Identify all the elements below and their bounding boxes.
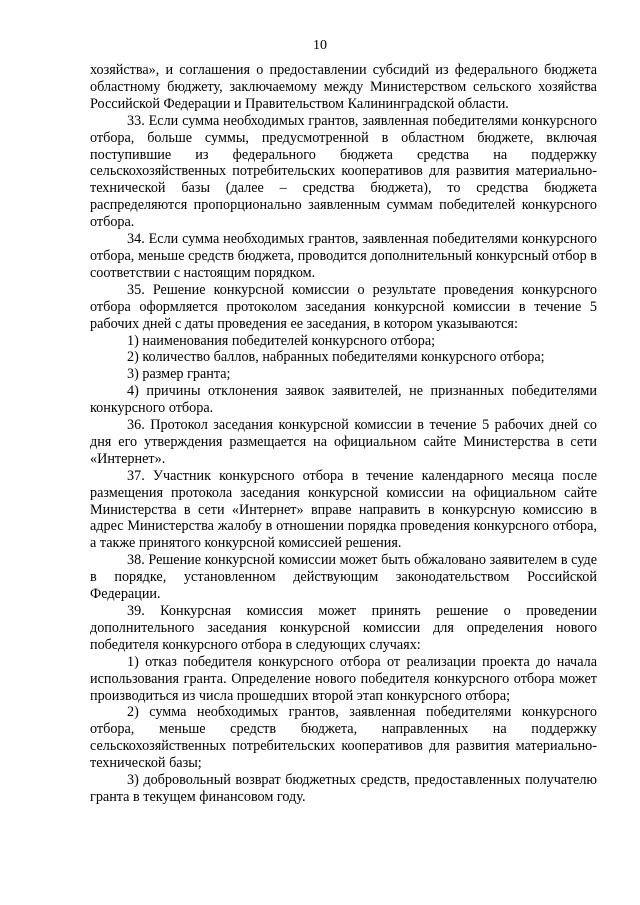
paragraph-39: 39. Конкурсная комиссия может принять решение о проведении дополнительного заседания конкурсной комиссии для определения нового победителя конкурсного отбора в следующих случаях: — [90, 603, 597, 653]
list-item-39-2: 2) сумма необходимых грантов, заявленная победителями конкурсного отбора, меньше средств бюджета, направленных на поддержку сельскохозяйственных потребительских кооперативов для развития материально-технической базы; — [90, 704, 597, 772]
list-item-35-3: 3) размер гранта; — [127, 366, 231, 383]
paragraph-38: 38. Решение конкурсной комиссии может быть обжаловано заявителем в суде в порядке, установленном действующим законодательством Российской Федерации. — [90, 552, 597, 603]
paragraph-35: 35. Решение конкурсной комиссии о результате проведения конкурсного отбора оформляется протоколом заседания конкурсной комиссии в течение 5 рабочих дней с даты проведения ее заседания, в котором указываются: — [90, 281, 597, 332]
page-number: 10 — [313, 38, 327, 53]
paragraph-continuation: хозяйства», и соглашения о предоставлении субсидий из федерального бюджета областному бюджету, заключаемому между Министерством сельского хозяйства Российской Федерации и Правительством Калининградской области. — [90, 62, 597, 112]
paragraph-36: 36. Протокол заседания конкурсной комиссии в течение 5 рабочих дней со дня его утверждения размещается на официальном сайте Министерства в сети «Интернет». — [90, 417, 597, 467]
paragraph-37: 37. Участник конкурсного отбора в течение календарного месяца после размещения протокола заседания конкурсной комиссии на официальном сайте Министерства в сети «Интернет» вправе направить в конкурсную комиссию в адрес Министерства жалобу в отношении порядка проведения конкурсного отбора, а также принятого конкурсной комиссией решения. — [90, 467, 597, 552]
list-item-35-2: 2) количество баллов, набранных победителями конкурсного отбора; — [127, 349, 545, 366]
paragraph-34: 34. Если сумма необходимых грантов, заявленная победителями конкурсного отбора, меньше средств бюджета, проводится дополнительный конкурсный отбор в соответствии с настоящим порядком. — [90, 231, 597, 281]
list-item-35-1: 1) наименования победителей конкурсного отбора; — [127, 332, 436, 349]
list-item-39-1: 1) отказ победителя конкурсного отбора от реализации проекта до начала использования гранта. Определение нового победителя конкурсного отбора может производиться из числа прошедших второй этап конкурсного отбора; — [90, 653, 597, 704]
document-body — [90, 62, 597, 806]
paragraph-33: 33. Если сумма необходимых грантов, заявленная победителями конкурсного отбора, больше суммы, предусмотренной в областном бюджете, включая поступившие из федерального бюджета средства на поддержку сельскохозяйственных потребительских кооперативов для развития материально-технической базы (далее – средства бюджета), то средства бюджета распределяются пропорционально заявленным суммам победителей конкурсного отбора. — [90, 112, 597, 231]
list-item-35-4: 4) причины отклонения заявок заявителей, не признанных победителями конкурсного отбора. — [90, 383, 597, 417]
list-item-39-3: 3) добровольный возврат бюджетных средств, предоставленных получателю гранта в текущем финансовом году. — [90, 772, 597, 805]
